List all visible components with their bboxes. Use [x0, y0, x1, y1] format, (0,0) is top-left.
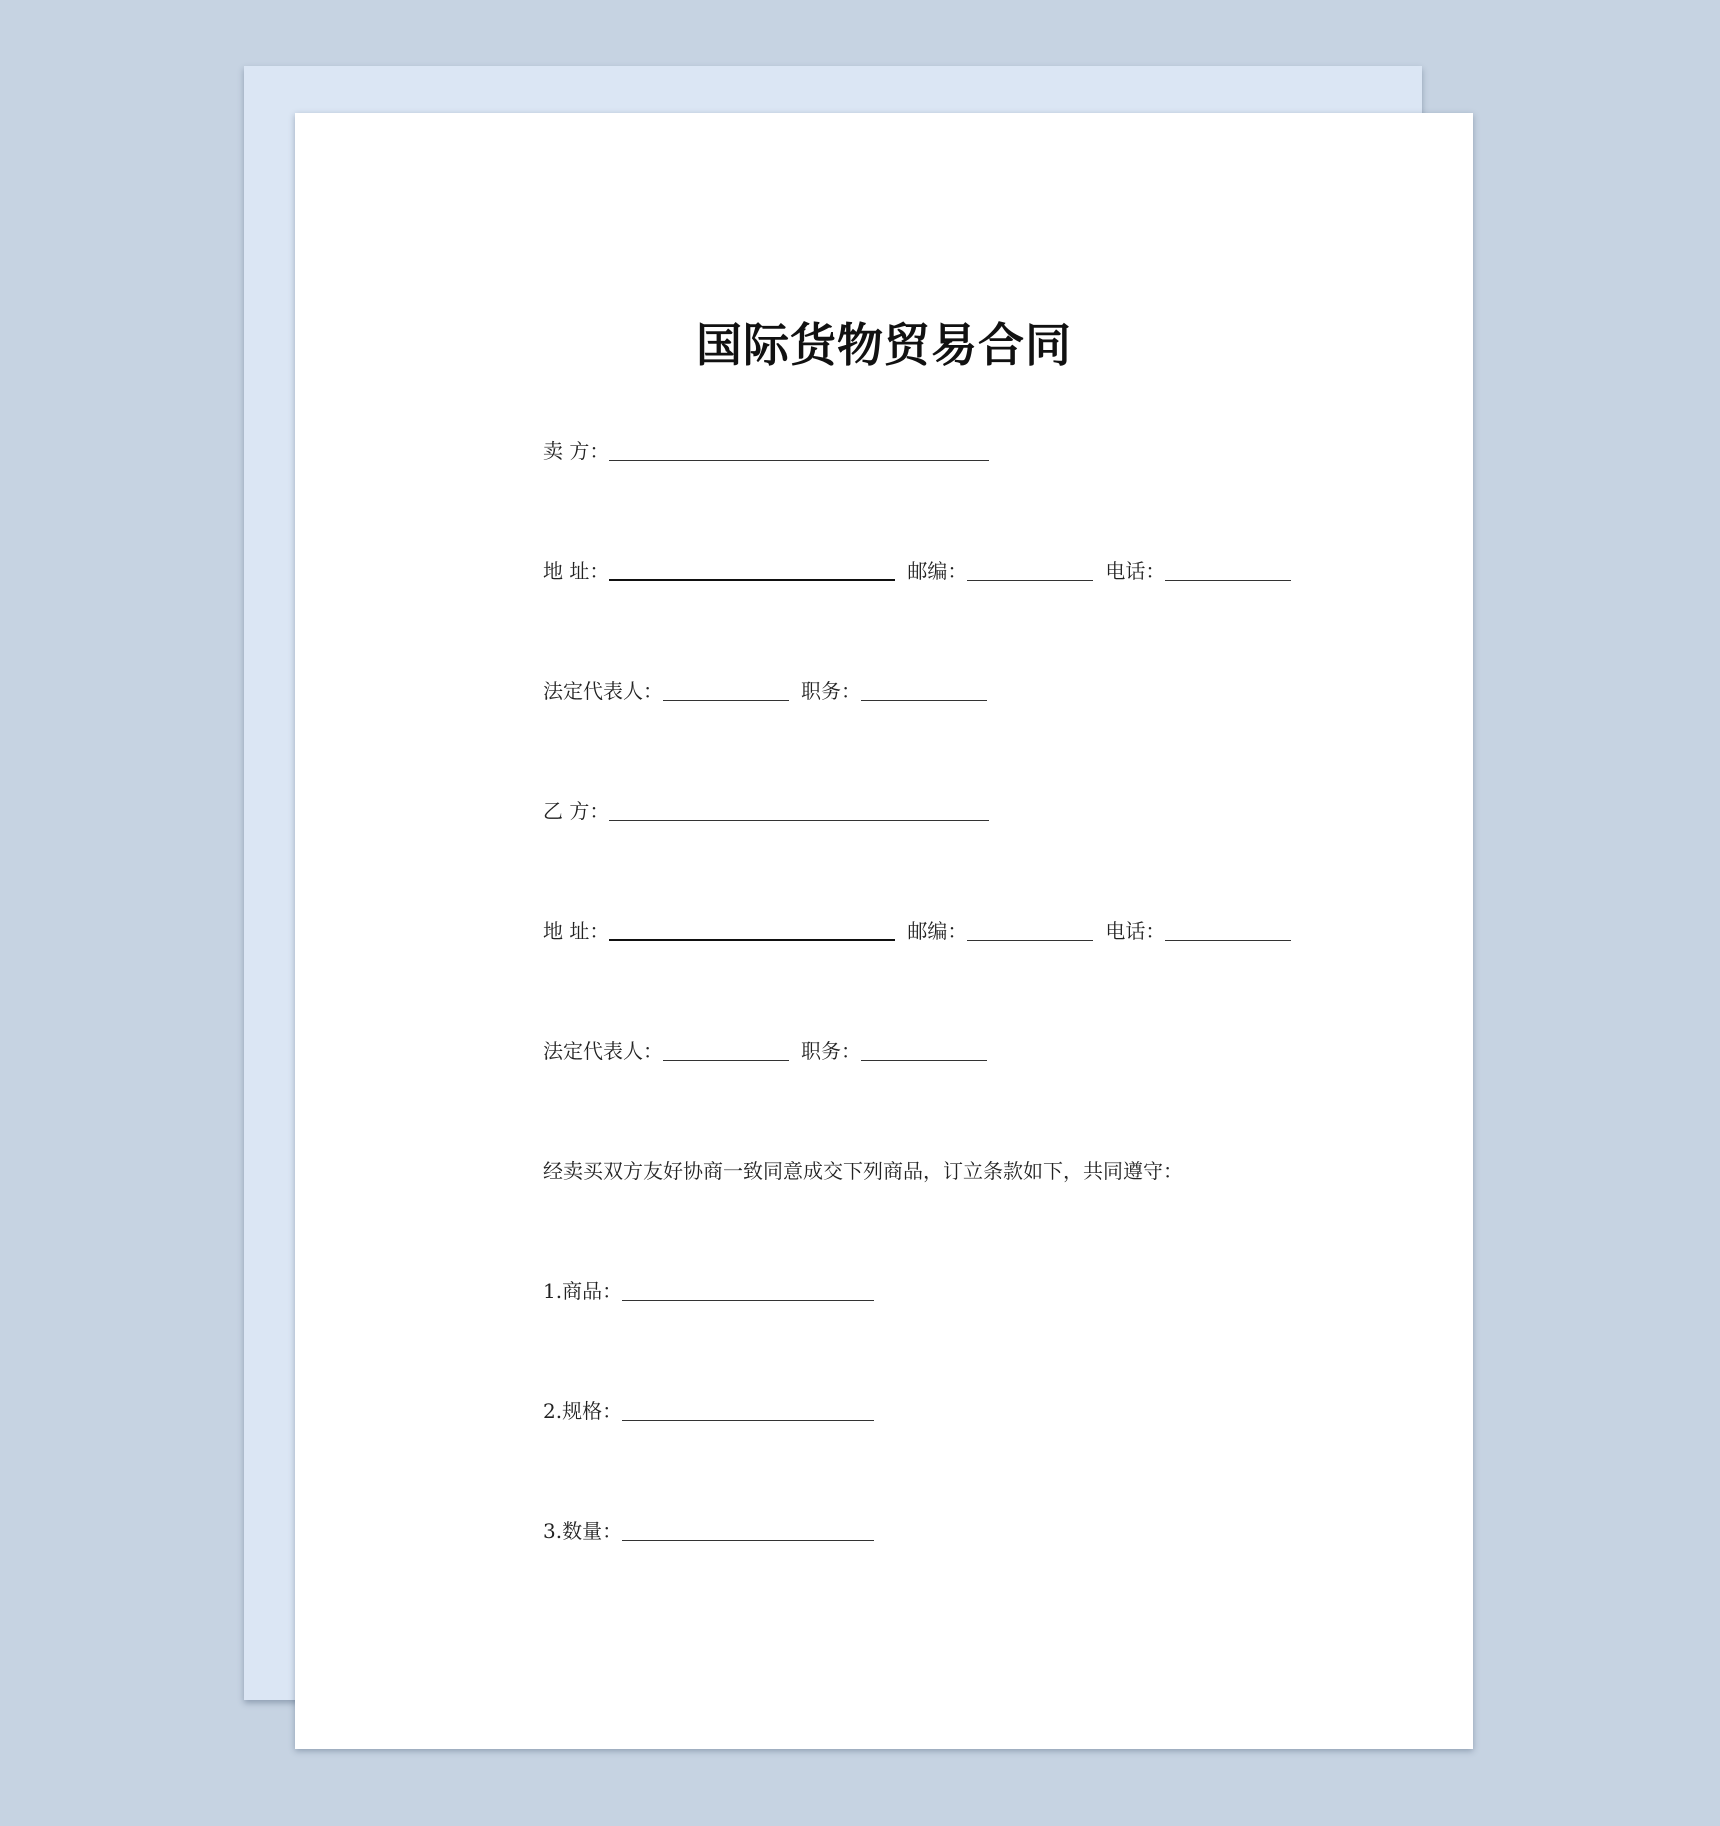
- seller-representative-field[interactable]: [663, 680, 789, 701]
- buyer-position-label: 职务：: [801, 1039, 861, 1063]
- seller-address-label: 地 址：: [543, 559, 610, 583]
- seller-phone-field[interactable]: [1165, 560, 1291, 581]
- buyer-address-label: 地 址：: [543, 919, 610, 943]
- item-specification-label: 2.规格：: [543, 1399, 623, 1423]
- buyer-party-label: 乙 方：: [543, 799, 610, 823]
- item-row-quantity: [543, 1505, 874, 1545]
- item-row-specification: [543, 1385, 874, 1425]
- item-specification-field[interactable]: [622, 1400, 874, 1421]
- seller-representative-row: [543, 665, 987, 705]
- buyer-address-field[interactable]: [609, 919, 895, 941]
- item-quantity-field[interactable]: [622, 1520, 874, 1541]
- intro-text: 经卖买双方友好协商一致同意成交下列商品，订立条款如下，共同遵守：: [543, 1159, 1183, 1183]
- seller-party-row: [543, 425, 989, 465]
- buyer-representative-field[interactable]: [663, 1040, 789, 1061]
- buyer-postcode-field[interactable]: [967, 920, 1093, 941]
- item-goods-field[interactable]: [622, 1280, 874, 1301]
- buyer-phone-field[interactable]: [1165, 920, 1291, 941]
- buyer-position-field[interactable]: [861, 1040, 987, 1061]
- seller-phone-label: 电话：: [1105, 559, 1166, 583]
- seller-address-row: [543, 545, 1291, 585]
- buyer-representative-label: 法定代表人：: [543, 1039, 663, 1063]
- seller-position-field[interactable]: [861, 680, 987, 701]
- item-goods-label: 1.商品：: [543, 1279, 623, 1303]
- buyer-postcode-label: 邮编：: [907, 919, 968, 943]
- buyer-representative-row: [543, 1025, 987, 1065]
- intro-row: [543, 1145, 1183, 1185]
- seller-position-label: 职务：: [801, 679, 861, 703]
- item-quantity-label: 3.数量：: [543, 1519, 623, 1543]
- seller-postcode-field[interactable]: [967, 560, 1093, 581]
- buyer-party-row: [543, 785, 989, 825]
- buyer-address-row: [543, 905, 1291, 945]
- seller-representative-label: 法定代表人：: [543, 679, 663, 703]
- seller-postcode-label: 邮编：: [907, 559, 968, 583]
- item-row-goods: [543, 1265, 874, 1305]
- buyer-phone-label: 电话：: [1105, 919, 1166, 943]
- document-title: 国际货物贸易合同: [696, 318, 1072, 372]
- seller-party-label: 卖 方：: [543, 439, 610, 463]
- buyer-party-field[interactable]: [609, 800, 989, 821]
- seller-party-field[interactable]: [609, 440, 989, 461]
- document-page: [295, 113, 1473, 1749]
- seller-address-field[interactable]: [609, 559, 895, 581]
